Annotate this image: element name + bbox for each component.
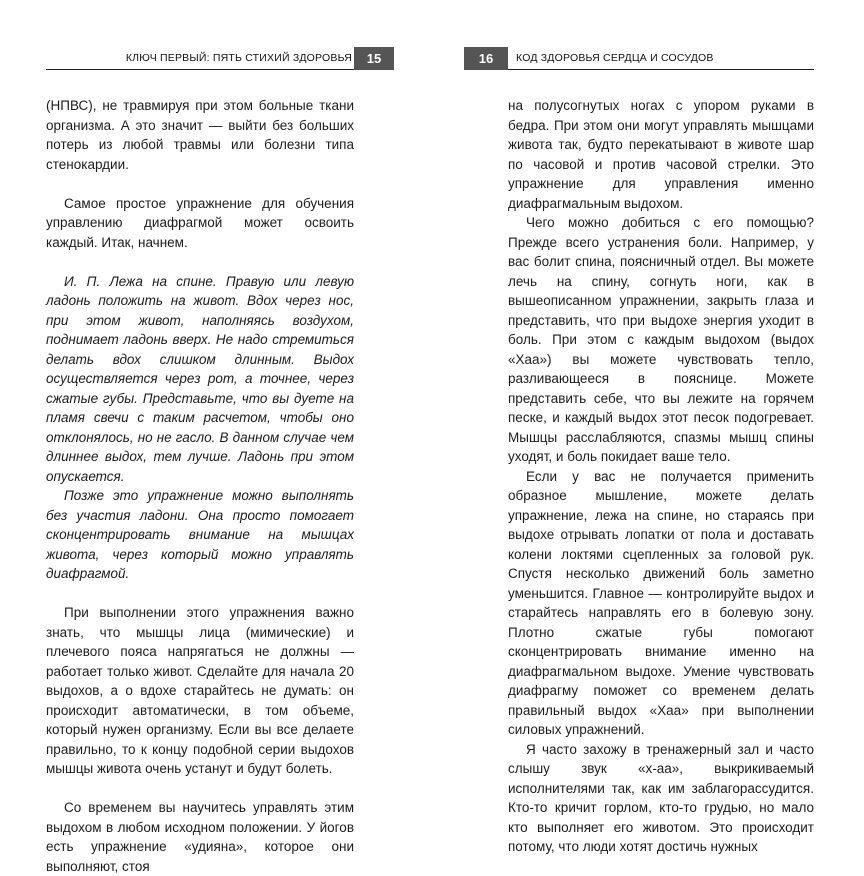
left-text-column: [46, 96, 354, 876]
exercise-note: Позже это упражнение можно выполнять без участия ладони. Она просто помогает сконцентрировать внимание на мышцах живота, через который можно управлять диафрагмой.: [46, 488, 354, 581]
paragraph: Самое простое упражнение для обучения управлению диафрагмой может освоить каждый. Итак, начнем.: [46, 195, 354, 250]
left-header-title: КЛЮЧ ПЕРВЫЙ: ПЯТЬ СТИХИЙ ЗДОРОВЬЯ: [125, 52, 352, 64]
paragraph: Со временем вы научитесь управлять этим выдохом в любом исходном положении. У йогов есть упражнение «удияна», которое они выполняют, стоя: [46, 800, 354, 874]
paragraph: (НПВС), не травмируя при этом больные ткани организма. А это значит — выйти без больших потерь из любой травмы или болезни типа стенокардии.: [46, 98, 354, 172]
right-text-column: [508, 96, 814, 857]
left-page: [0, 0, 432, 874]
left-header-rule: [46, 69, 354, 70]
right-running-header: [432, 47, 864, 70]
left-page-number: 15: [354, 47, 394, 70]
paragraph: Чего можно добиться с его помощью? Прежде всего устранения боли. Например, у вас болит спина, поясничный отдел. Вы можете лечь на спину, согнуть ноги, как в вышеописанном упражнении, закрыть глаза и представить, что при выдохе энергия уходит в боль. При этом с каждым выдохом (выдох «Хаа») вы можете чувствовать тепло, разливающееся в пояснице. Можете представить себе, что вы лежите на горячем песке, и каждый выдох этот песок подогревает. Мышцы расслабляются, спазмы мышц спины уходят, и боль покидает ваше тело.: [508, 215, 814, 464]
right-header-rule: [508, 69, 814, 70]
paragraph: При выполнении этого упражнения важно знать, что мышцы лица (мимические) и плечевого пояса напрягаться не должны — работает только живот. Сделайте для начала 20 выдохов, а о вдохе старайтесь не думать: он происходит автоматически, в том объеме, который нужен организму. Если вы все делаете правильно, то к концу подобной серии выдохов мышцы живота очень устанут и будут болеть.: [46, 605, 354, 776]
right-page-number: 16: [464, 47, 508, 70]
paragraph: на полусогнутых ногах с упором руками в бедра. При этом они могут управлять мышцами живота так, будто перекатывают в животе шар по часовой и против часовой стрелки. Это упражнение для управления именно диафрагмальным выдохом.: [508, 98, 814, 211]
right-header-title: КОД ЗДОРОВЬЯ СЕРДЦА И СОСУДОВ: [516, 52, 714, 64]
exercise-instructions: И. П. Лежа на спине. Правую или левую ладонь положить на живот. Вдох через нос, при этом живот, наполняясь воздухом, поднимает ладонь вверх. Не надо стремиться делать вдох слишком длинным. Выдох осуществляется через рот, а точнее, через сжатые губы. Представьте, что вы дуете на пламя свечи с таким расчетом, чтобы оно отклонялось, но не гасло. В данном случае чем длиннее выдох, тем лучше. Ладонь при этом опускается.: [46, 273, 354, 484]
right-page: [432, 0, 864, 854]
paragraph: Я часто захожу в тренажерный зал и часто слышу звук «х-аа», выкрикиваемый исполнителями так, как им заблагорассудится. Кто-то кричит горлом, кто-то грудью, но мало кто выполняет его животом. Это происходит потому, что люди хотят достичь нужных: [508, 741, 814, 854]
left-running-header: [0, 47, 432, 70]
paragraph: Если у вас не получается применить образное мышление, можете делать упражнение, лежа на спине, но стараясь при выдохе отрывать лопатки от пола и доставать колени локтями сцепленных за головой рук. Спустя несколько движений боль заметно уменьшится. Главное — контролируйте выдох и старайтесь направлять его в болевую зону. Плотно сжатые губы помогают сконцентрировать внимание именно на диафрагмальном выдохе. Умение чувствовать диафрагму поможет со временем делать правильный выдох «Хаа» при выполнении силовых упражнений.: [508, 468, 814, 737]
